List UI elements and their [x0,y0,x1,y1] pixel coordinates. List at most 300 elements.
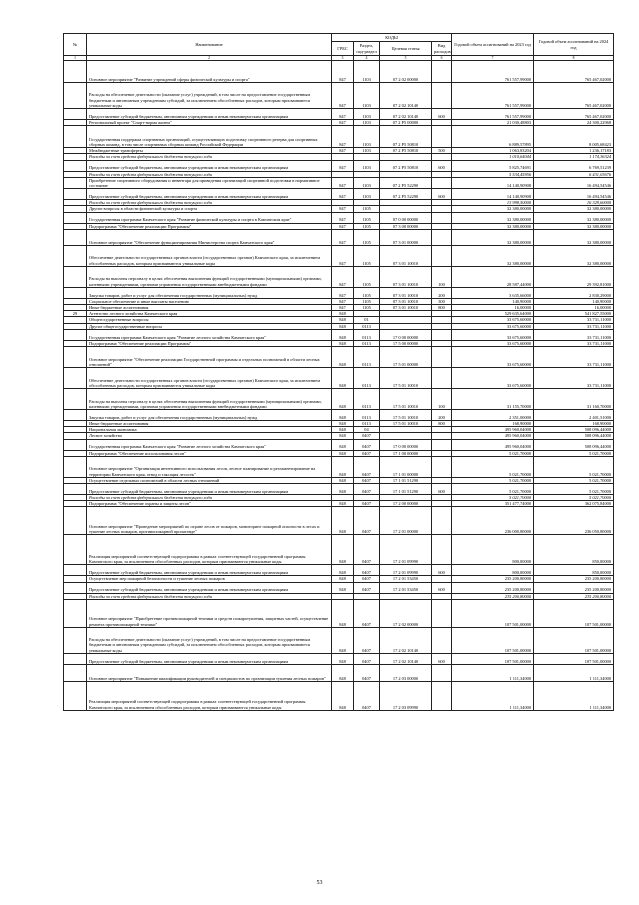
amount-2023-cell: 107 501,00000 [452,599,534,627]
csr-cell: 17 2 02 00000 [380,599,432,627]
col-no-header: № [64,34,87,56]
amount-2024-cell: 362 075,84000 [534,501,614,507]
row-name-cell: Расходы за счет средств федерального бюджета текущего года [87,200,332,206]
row-name-cell: Расходы на обеспечение деятельности (оказание услуг) учреждений, в том числе на предоставление государственным бюджетным и автономным учреждениям субсидий, за исключением обособленных расходов, которым присваиваются уникальные коды [87,627,332,653]
row-name-cell: Предоставление субсидий бюджетным, автономным учреждениям и иным некоммерческим организациям [87,582,332,593]
row-name-cell: Общегосударственные вопросы [87,317,332,323]
amount-2024-cell: 33 731,11000 [534,317,614,323]
amount-2024-cell: 32 380,00000 [534,229,614,245]
amount-2023-cell: 5 534,45956 [452,171,534,177]
table-row [64,439,614,450]
razdel-cell: 0407 [354,450,380,456]
csr-cell: 07 3 01 10010 [380,298,432,304]
grbs-cell: 848 [332,329,354,340]
amount-2023-cell: 495 960,04000 [452,427,534,433]
grbs-cell: 847 [332,126,354,148]
razdel-cell: 0407 [354,582,380,593]
amount-2024-cell: 765 467,02000 [534,83,614,109]
vr-cell: 200 [432,287,452,298]
row-number-cell [64,109,87,120]
vr-cell: 300 [432,298,452,304]
csr-cell: 07 2 P5 50810 [380,126,432,148]
row-number-cell [64,177,87,188]
amount-2024-cell: 24 300,22968 [534,120,614,126]
amount-2024-cell: 850,00000 [534,535,614,565]
grbs-cell: 848 [332,565,354,576]
csr-cell: 17 2 03 09990 [380,681,432,710]
amount-2024-cell: 2 401,51000 [534,410,614,421]
table-row [64,266,614,287]
vr-cell: 600 [432,484,452,495]
razdel-cell: 0113 [354,329,380,340]
amount-2023-cell: 800,00000 [452,565,534,576]
razdel-cell: 0407 [354,439,380,450]
codes-group-header: КОДЫ [332,34,452,42]
vr-cell: 200 [432,410,452,421]
grbs-cell: 848 [332,599,354,627]
row-name-cell: Осуществление мер пожарной безопасности и тушение лесных пожаров [87,576,332,582]
csr-cell: 07 2 02 10140 [380,83,432,109]
row-number-cell [64,599,87,627]
amount-2024-cell: 168,90000 [534,421,614,427]
razdel-cell: 0407 [354,599,380,627]
table-row [64,389,614,410]
amount-2023-cell: 235 200,80000 [452,582,534,593]
razdel-cell: 0407 [354,535,380,565]
table-row [64,317,614,323]
row-number-cell [64,83,87,109]
vr-cell [432,83,452,109]
amount-2023-cell: 800,00000 [452,535,534,565]
grbs-cell: 848 [332,477,354,483]
table-row [64,120,614,126]
vr-cell: 600 [432,582,452,593]
csr-cell: 17 1 01 00000 [380,456,432,477]
table-row [64,298,614,304]
row-number-cell [64,565,87,576]
razdel-cell: 0113 [354,389,380,410]
vr-cell [432,664,452,681]
col-name-header: Наименование [87,34,332,56]
amount-2023-cell: 495 960,04000 [452,439,534,450]
csr-cell: 17 5 01 10010 [380,410,432,421]
razdel-cell: 0407 [354,433,380,439]
grbs-cell: 848 [332,576,354,582]
amount-2023-cell: 21 030,48803 [452,120,534,126]
row-number-cell [64,160,87,171]
table-row [64,477,614,483]
grbs-cell: 848 [332,456,354,477]
row-name-cell: Расходы за счет средств федерального бюджета текущего года [87,154,332,160]
razdel-cell: 1103 [354,126,380,148]
amount-2023-cell: 32 380,00000 [452,206,534,212]
amount-2024-cell: 16 329,60000 [534,200,614,206]
amount-2023-cell: 33 675,60000 [452,329,534,340]
row-name-cell: Подпрограмма "Обеспечение реализации Программы" [87,223,332,229]
amount-2024-cell: 541 827,55000 [534,311,614,317]
row-name-cell: Закупка товаров, работ и услуг для обеспечения государственных (муниципальных) нужд [87,410,332,421]
razdel-cell: 0407 [354,565,380,576]
razdel-cell: 1103 [354,83,380,109]
grbs-cell: 848 [332,664,354,681]
amount-2024-cell: 33 731,11000 [534,340,614,346]
amount-2023-cell: 13 998,50000 [452,200,534,206]
row-name-cell: Агентство лесного хозяйства Камчатского края [87,311,332,317]
grbs-cell: 848 [332,535,354,565]
amount-2023-cell: 33 675,60000 [452,340,534,346]
row-number-cell [64,245,87,266]
amount-2024-cell: 765 467,02000 [534,109,614,120]
razdel-cell: 0407 [354,501,380,507]
row-name-cell: Приобретение спортивного оборудования и инвентаря для приведения организаций спортивной подготовки в нормативное состояние [87,177,332,188]
table-row [64,83,614,109]
row-number-cell [64,410,87,421]
row-number-cell [64,126,87,148]
grbs-cell: 847 [332,83,354,109]
row-number-cell [64,507,87,535]
row-number-cell [64,368,87,389]
amount-2023-cell: 3 635,66000 [452,287,534,298]
row-number-cell [64,347,87,368]
row-name-cell: Основное мероприятие "Проведение мероприятий по охране лесов от пожаров, мониторинг пожарной опасности в лесах и тушение лесных пожаров, противопожарной пропаганде" [87,507,332,535]
amount-2024-cell: 33 731,11000 [534,368,614,389]
col-2023-header: Годовой объем ассигнований на 2023 год [452,34,534,56]
razdel-cell: 0407 [354,664,380,681]
grbs-cell: 847 [332,305,354,311]
csr-cell: 17 2 01 09990 [380,565,432,576]
razdel-cell: 0407 [354,627,380,653]
table-row [64,664,614,681]
amount-2023-cell: 1 063,83204 [452,148,534,154]
amount-2023-cell: 5 021,70000 [452,450,534,456]
amount-2024-cell: 5 021,70000 [534,456,614,477]
csr-cell: 17 2 01 53450 [380,582,432,593]
row-name-cell: Государственная программа Камчатского края "Развитие физической культуры и спорта в Камчатском крае" [87,212,332,223]
row-name-cell: Расходы на выплаты персоналу в целях обеспечения выполнения функций государственными (муниципальными) органами, казенными учреждениями, органами управления государственными внебюджетными фондами [87,266,332,287]
amount-2024-cell: 32 380,00000 [534,245,614,266]
row-name-cell: Предоставление субсидий бюджетным, автономным учреждениям и иным некоммерческим организациям [87,160,332,171]
grbs-cell: 847 [332,212,354,223]
row-name-cell: Расходы на выплаты персоналу в целях обеспечения выполнения функций государственными (муниципальными) органами, казенными учреждениями, органами управления государственными внебюджетными фондами [87,389,332,410]
razdel-cell: 1103 [354,61,380,83]
grbs-cell: 847 [332,206,354,212]
table-row [64,160,614,171]
vr-cell [432,507,452,535]
col-grbs-header: ГРБС [332,42,354,56]
csr-cell: 17 1 01 51290 [380,484,432,495]
amount-2023-cell: 107 501,00000 [452,627,534,653]
grbs-cell: 848 [332,340,354,346]
amount-2023-cell: 5 021,70000 [452,477,534,483]
razdel-cell: 1103 [354,189,380,200]
grbs-cell: 848 [332,421,354,427]
razdel-cell: 0407 [354,507,380,535]
row-number-cell [64,535,87,565]
vr-cell [432,329,452,340]
csr-cell: 07 2 P5 52290 [380,189,432,200]
row-number-cell [64,456,87,477]
row-name-cell: Обеспечение деятельности государственных органов власти (государственных органов) Камчатского края, за исключением обособленных расходов, которым присваиваются уникальные коды [87,245,332,266]
amount-2024-cell: 6 431,03676 [534,171,614,177]
razdel-cell: 0113 [354,347,380,368]
amount-2024-cell: 5 021,70000 [534,495,614,501]
amount-2023-cell: 2 351,00000 [452,410,534,421]
amount-2023-cell: 6 889,57895 [452,126,534,148]
amount-2024-cell: 5 021,70000 [534,450,614,456]
row-name-cell: Основное мероприятие "Повышение квалификации руководителей и специалистов по организации тушения лесных пожаров" [87,664,332,681]
vr-cell: 800 [432,305,452,311]
table-row [64,681,614,710]
grbs-cell: 848 [332,427,354,433]
amount-2024-cell: 508 096,44000 [534,427,614,433]
index-cell: 7 [452,56,534,61]
table-row [64,245,614,266]
row-name-cell: Иные бюджетные ассигнования [87,305,332,311]
amount-2023-cell: 140,90000 [452,298,534,304]
table-row [64,287,614,298]
csr-cell: 07 3 01 10010 [380,305,432,311]
amount-2023-cell: 1 111,34000 [452,664,534,681]
amount-2024-cell: 107 501,00000 [534,653,614,664]
vr-cell: 600 [432,109,452,120]
row-name-cell: Предоставление субсидий бюджетным, автономным учреждениям и иным некоммерческим организациям [87,565,332,576]
grbs-cell: 847 [332,229,354,245]
col-csr-header: Целевая статья [380,42,432,56]
grbs-cell: 848 [332,317,354,323]
table-row [64,206,614,212]
amount-2023-cell: 5 021,70000 [452,456,534,477]
row-name-cell: Основное мероприятие "Обеспечение реализации Государственной программы и отдельных полномочий в области лесных отношений" [87,347,332,368]
amount-2023-cell: 5 021,70000 [452,484,534,495]
grbs-cell: 848 [332,681,354,710]
table-header [64,34,614,61]
grbs-cell: 848 [332,368,354,389]
table-row [64,535,614,565]
razdel-cell: 0113 [354,323,380,329]
razdel-cell: 1103 [354,160,380,171]
grbs-cell: 848 [332,484,354,495]
csr-cell: 17 2 01 53450 [380,576,432,582]
amount-2023-cell: 14 140,90908 [452,189,534,200]
grbs-cell: 847 [332,120,354,126]
amount-2023-cell: 32 380,00000 [452,212,534,223]
vr-cell [432,61,452,83]
amount-2024-cell: 1 111,34000 [534,664,614,681]
row-number-cell [64,484,87,495]
vr-cell [432,126,452,148]
grbs-cell: 848 [332,389,354,410]
amount-2024-cell: 850,00000 [534,565,614,576]
razdel-cell: 0113 [354,421,380,427]
amount-2024-cell: 2 830,29000 [534,287,614,298]
row-name-cell: Иные бюджетные ассигнования [87,421,332,427]
page-number: 53 [316,880,323,886]
csr-cell: 17 2 02 10140 [380,627,432,653]
amount-2023-cell: 235 200,80000 [452,593,534,599]
razdel-cell: 1105 [354,206,380,212]
amount-2024-cell: 5 021,70000 [534,477,614,483]
row-name-cell: Закупка товаров, работ и услуг для обеспечения государственных (муниципальных) нужд [87,287,332,298]
csr-cell: 17 5 01 10010 [380,421,432,427]
amount-2023-cell: 761 557,99000 [452,109,534,120]
vr-cell: 600 [432,160,452,171]
grbs-cell: 847 [332,61,354,83]
csr-cell: 17 2 01 09990 [380,535,432,565]
index-cell: 2 [87,56,332,61]
row-name-cell: Лесное хозяйство [87,433,332,439]
table-body [64,61,614,711]
csr-cell: 17 2 01 00000 [380,507,432,535]
col-2024-header: Годовой объем ассигнований на 2024 год [534,34,614,56]
amount-2023-cell: 33 675,60000 [452,368,534,389]
vr-cell [432,245,452,266]
row-number-cell: 29 [64,311,87,317]
csr-cell: 17 1 00 00000 [380,450,432,456]
index-cell: 3 [332,56,354,61]
razdel-cell: 1103 [354,120,380,126]
table-row [64,347,614,368]
grbs-cell: 847 [332,148,354,154]
table-row [64,456,614,477]
amount-2024-cell: 6 769,51239 [534,160,614,171]
index-cell: 6 [432,56,452,61]
grbs-cell: 847 [332,223,354,229]
csr-cell: 17 2 03 00000 [380,664,432,681]
csr-cell: 17 2 02 10140 [380,653,432,664]
razdel-cell: 0407 [354,681,380,710]
index-cell: 5 [380,56,432,61]
razdel-cell: 0407 [354,456,380,477]
grbs-cell: 848 [332,582,354,593]
row-name-cell: Расходы за счет средств федерального бюджета текущего года [87,495,332,501]
razdel-cell: 0113 [354,410,380,421]
table-row [64,599,614,627]
grbs-cell: 847 [332,189,354,200]
amount-2024-cell: 140,90000 [534,298,614,304]
amount-2024-cell: 1 111,34000 [534,681,614,710]
budget-table [63,33,614,711]
row-number-cell [64,287,87,298]
grbs-cell: 848 [332,627,354,653]
table-row [64,109,614,120]
grbs-cell: 847 [332,287,354,298]
amount-2024-cell: 16 494,54546 [534,177,614,188]
row-name-cell: Обеспечение деятельности государственных органов власти (государственных органов) Камчатского края, за исключением обособленных расходов, которым присваиваются уникальные коды [87,368,332,389]
amount-2023-cell: 33 675,60000 [452,347,534,368]
row-name-cell: Реализация мероприятий соответствующей подпрограммы в рамках соответствующей государственной программы Камчатского края, за исключением обособленных расходов, которым присваиваются уникальные коды [87,535,332,565]
vr-cell: 600 [432,653,452,664]
vr-cell [432,681,452,710]
razdel-cell: 0113 [354,340,380,346]
amount-2023-cell: 495 960,04000 [452,433,534,439]
grbs-cell: 848 [332,410,354,421]
amount-2024-cell: 107 501,00000 [534,599,614,627]
row-name-cell: Другие общегосударственные вопросы [87,323,332,329]
row-number-cell [64,681,87,710]
razdel-cell: 1105 [354,245,380,266]
row-name-cell: Расходы за счет средств федерального бюджета текущего года [87,593,332,599]
razdel-cell: 04 [354,427,380,433]
razdel-cell: 1105 [354,287,380,298]
csr-cell: 17 0 00 00000 [380,439,432,450]
index-cell: 8 [534,56,614,61]
csr-cell: 17 2 00 00000 [380,501,432,507]
csr-cell: 17 5 01 00000 [380,347,432,368]
vr-cell [432,212,452,223]
amount-2023-cell: 32 380,00000 [452,223,534,229]
amount-2024-cell: 235 200,80000 [534,593,614,599]
csr-cell: 17 1 01 51290 [380,477,432,483]
razdel-cell: 0113 [354,368,380,389]
row-name-cell: Межбюджетные трансферты [87,148,332,154]
grbs-cell: 848 [332,439,354,450]
grbs-cell: 848 [332,653,354,664]
vr-cell [432,456,452,477]
csr-cell: 07 3 01 10010 [380,266,432,287]
row-name-cell: Государственная программа Камчатского края "Развитие лесного хозяйства Камчатского края" [87,439,332,450]
index-cell: 1 [64,56,87,61]
amount-2023-cell: 107 501,00000 [452,653,534,664]
table-row [64,229,614,245]
table-row [64,126,614,148]
row-name-cell: Основное мероприятие "Развитие учреждений сферы физической культуры и спорта" [87,61,332,83]
table-row [64,311,614,317]
vr-cell [432,229,452,245]
table-row [64,627,614,653]
table-row [64,507,614,535]
amount-2023-cell: 1 010,64044 [452,154,534,160]
amount-2023-cell: 236 000,80000 [452,507,534,535]
amount-2023-cell: 32 380,00000 [452,229,534,245]
vr-cell: 800 [432,421,452,427]
csr-cell: 17 0 00 00000 [380,329,432,340]
amount-2023-cell: 5 825,74691 [452,160,534,171]
table-row [64,565,614,576]
row-name-cell: Национальная экономика [87,427,332,433]
vr-cell [432,439,452,450]
csr-cell: 17 5 01 10010 [380,389,432,410]
amount-2024-cell: 29 392,81000 [534,266,614,287]
grbs-cell: 847 [332,245,354,266]
row-number-cell [64,582,87,593]
amount-2023-cell: 28 587,44000 [452,266,534,287]
grbs-cell: 848 [332,323,354,329]
table-row [64,61,614,83]
row-number-cell [64,389,87,410]
grbs-cell: 848 [332,433,354,439]
grbs-cell: 847 [332,177,354,188]
table-row [64,189,614,200]
row-name-cell: Государственная программа Камчатского края "Развитие лесного хозяйства Камчатского края" [87,329,332,340]
amount-2024-cell: 32 380,00000 [534,206,614,212]
razdel-cell: 0407 [354,653,380,664]
vr-cell: 600 [432,565,452,576]
table-row [64,501,614,507]
row-number-cell [64,189,87,200]
table-row [64,484,614,495]
table-row [64,340,614,346]
row-name-cell: Социальное обеспечение и иные выплаты населению [87,298,332,304]
col-razdel-header: Раздел, под-раздел [354,42,380,56]
row-name-cell: Подпрограмма "Обеспечение охраны и защиты лесов" [87,501,332,507]
grbs-cell: 847 [332,266,354,287]
amount-2023-cell: 1 111,34000 [452,681,534,710]
amount-2024-cell: 33 731,11000 [534,347,614,368]
razdel-cell: 1105 [354,266,380,287]
csr-cell: 07 2 P5 50810 [380,160,432,171]
grbs-cell: 848 [332,450,354,456]
row-name-cell: Предоставление субсидий бюджетным, автономным учреждениям и иным некоммерческим организациям [87,653,332,664]
